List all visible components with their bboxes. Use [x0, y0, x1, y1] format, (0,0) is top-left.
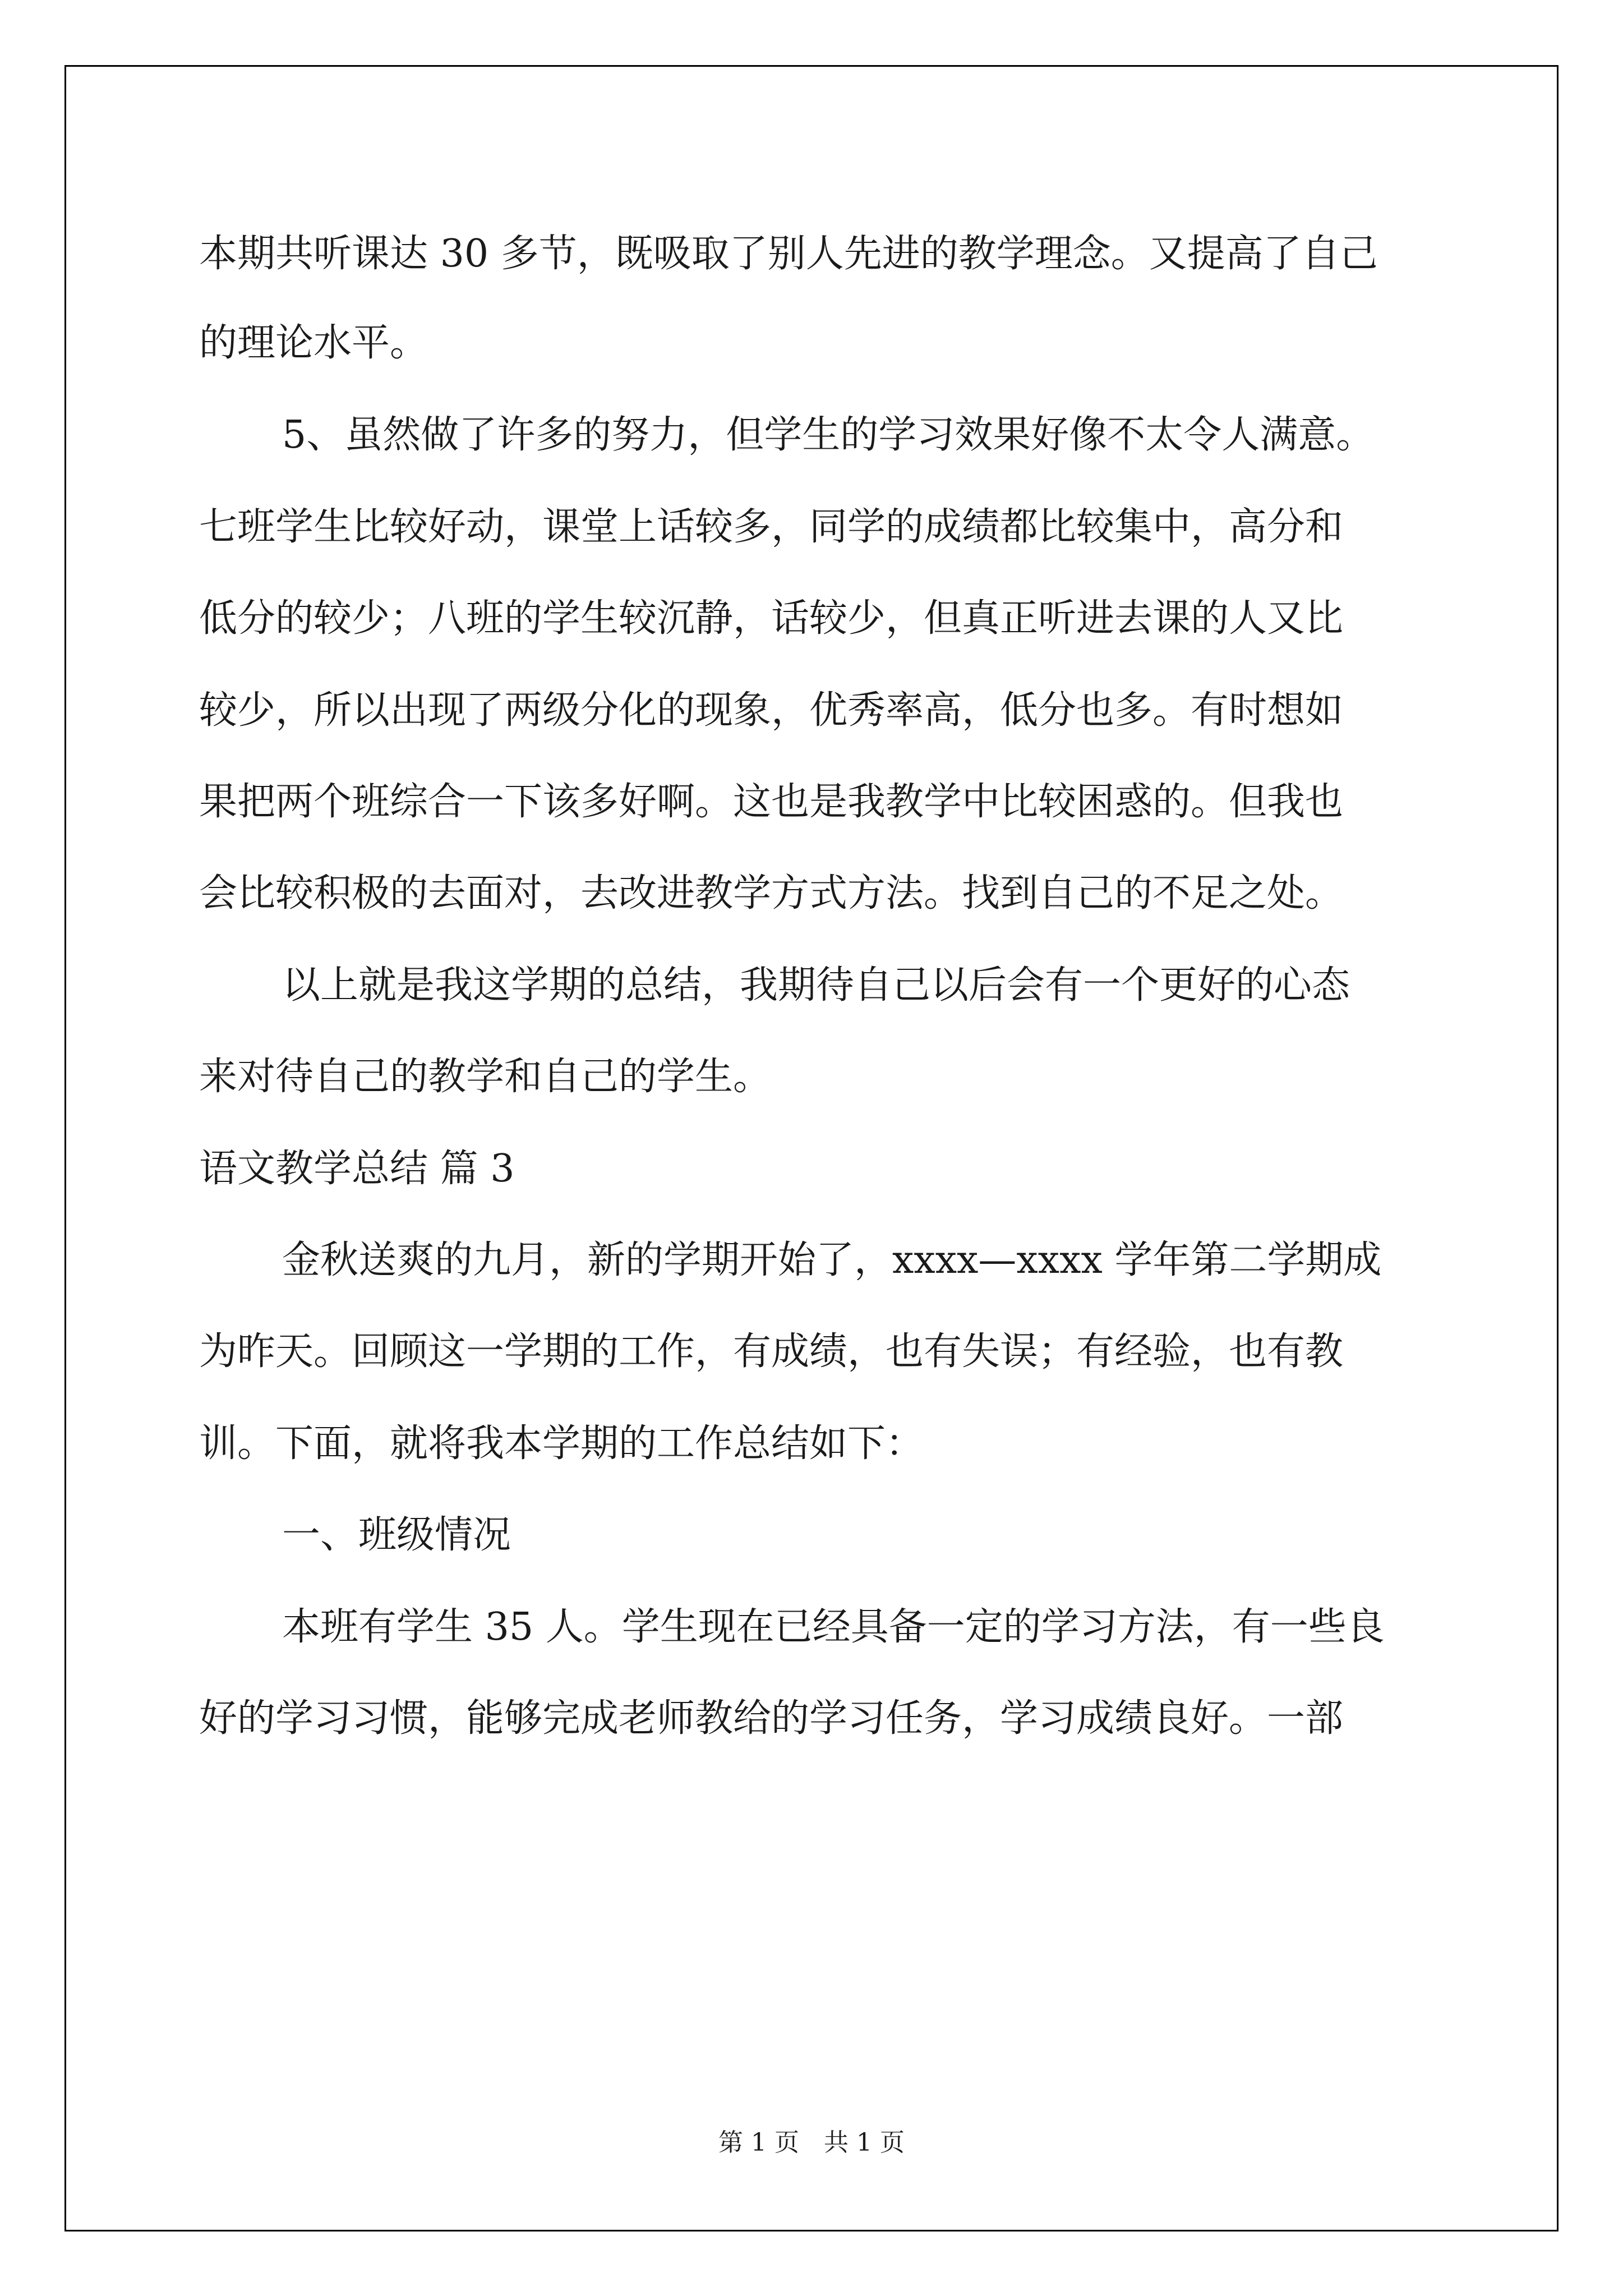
page-footer: 第 1 页 共 1 页: [718, 2128, 905, 2157]
body-line: 较少，所以出现了两级分化的现象，优秀率高，低分也多。有时想如: [199, 688, 1344, 733]
body-line: 低分的较少；八班的学生较沉静，话较少，但真正听进去课的人又比: [199, 596, 1344, 641]
section-heading: 语文教学总结 篇 3: [199, 1147, 515, 1191]
body-line: 以上就是我这学期的总结，我期待自己以后会有一个更好的心态: [282, 963, 1350, 1007]
body-line: 好的学习习惯，能够完成老师教给的学习任务，学习成绩良好。一部: [199, 1696, 1344, 1741]
body-line: 金秋送爽的九月，新的学期开始了，xxxx—xxxx 学年第二学期成: [282, 1238, 1382, 1282]
body-line: 本期共听课达 30 多节，既吸取了别人先进的教学理念。又提高了自己: [199, 232, 1378, 276]
body-line: 来对待自己的教学和自己的学生。: [199, 1055, 772, 1099]
subsection-heading: 一、班级情况: [282, 1513, 511, 1557]
body-line: 5、虽然做了许多的努力，但学生的学习效果好像不太令人满意。: [282, 413, 1375, 457]
body-line: 果把两个班综合一下该多好啊。这也是我教学中比较困惑的。但我也: [199, 780, 1344, 824]
body-line: 训。下面，就将我本学期的工作总结如下：: [199, 1421, 924, 1466]
body-line: 为昨天。回顾这一学期的工作，有成绩，也有失误；有经验，也有教: [199, 1329, 1344, 1374]
body-line: 七班学生比较好动，课堂上话较多，同学的成绩都比较集中，高分和: [199, 505, 1344, 549]
body-line: 会比较积极的去面对，去改进教学方式方法。找到自己的不足之处。: [199, 871, 1344, 915]
body-line: 的理论水平。: [199, 321, 428, 365]
body-line: 本班有学生 35 人。学生现在已经具备一定的学习方法，有一些良: [282, 1605, 1385, 1649]
